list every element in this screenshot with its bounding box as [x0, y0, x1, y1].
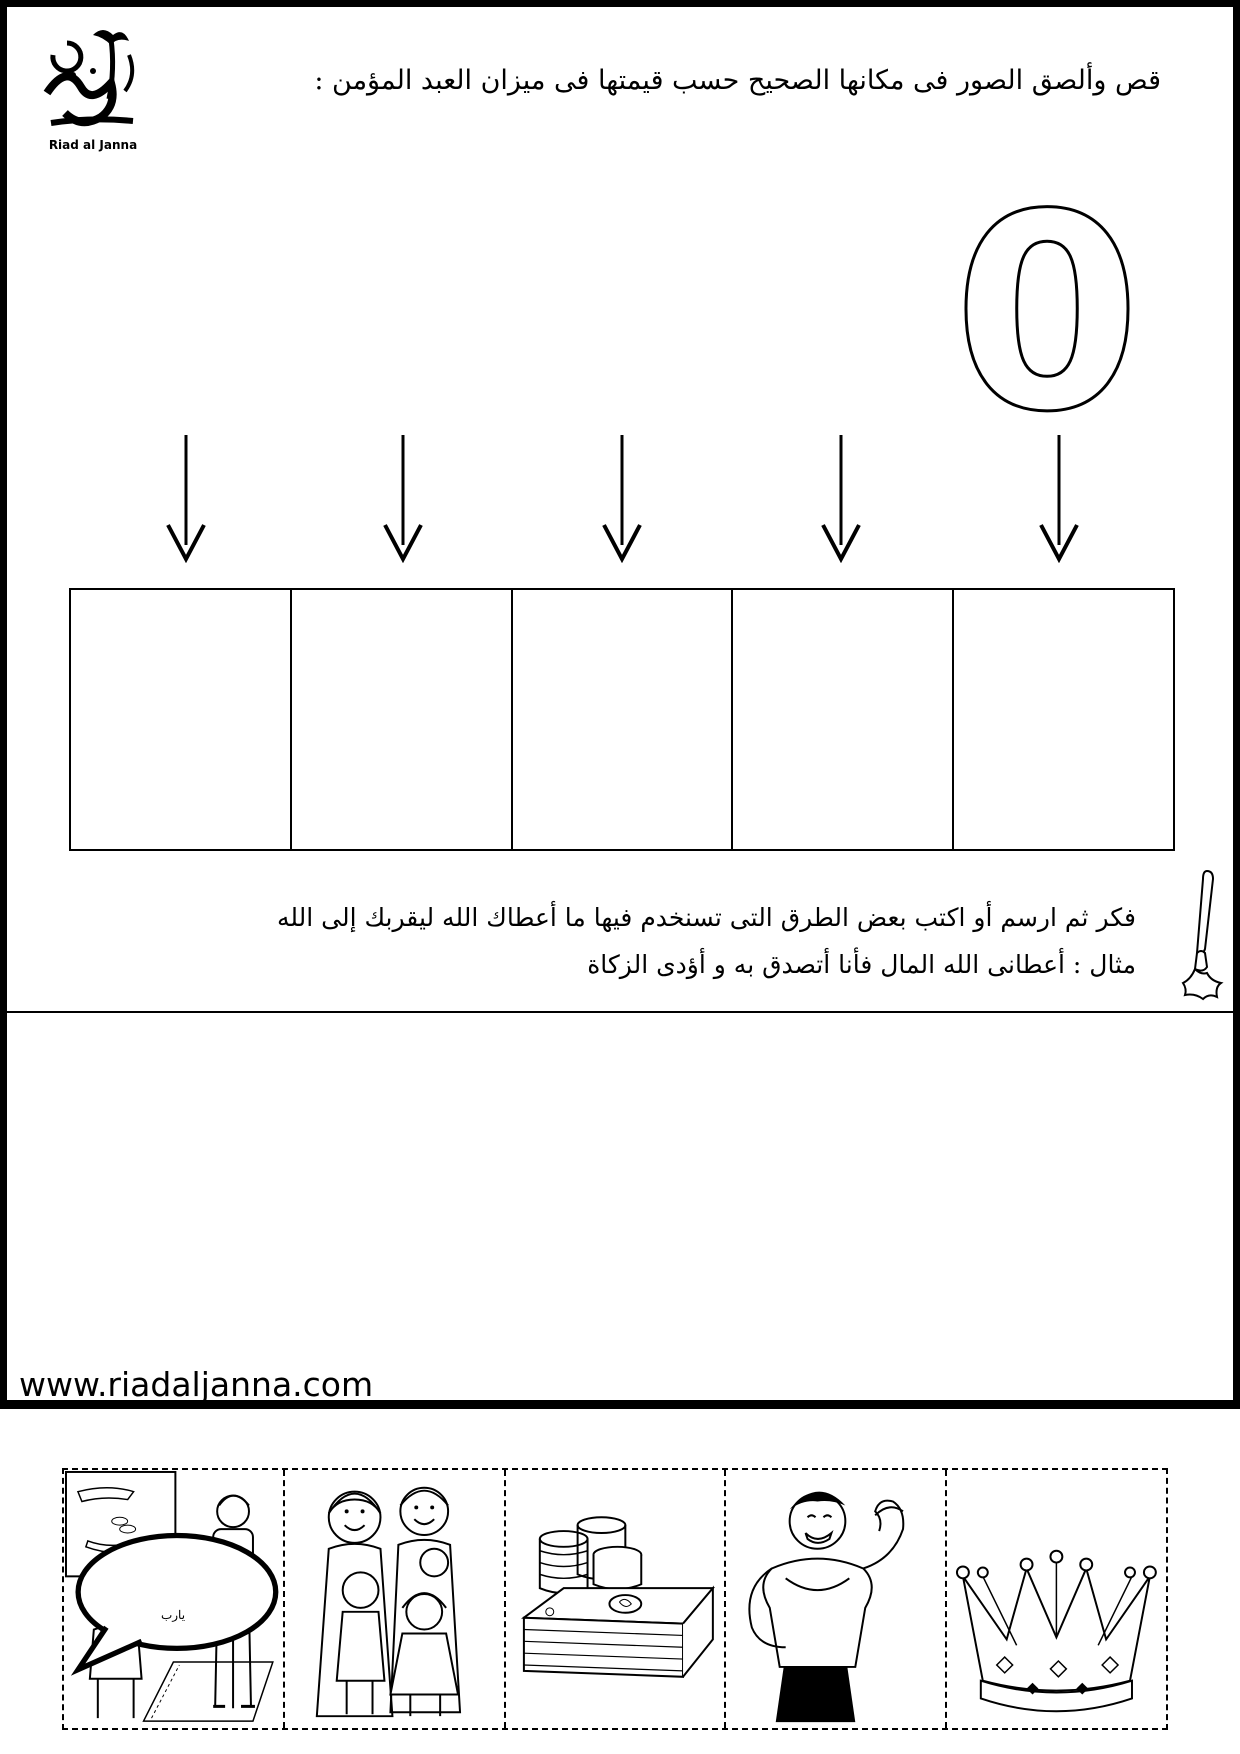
paste-box[interactable] — [71, 590, 290, 849]
speech-bubble — [64, 1470, 283, 1728]
cut-out-strip — [62, 1468, 1168, 1730]
cutout-money[interactable] — [504, 1470, 725, 1728]
instruction-text: قص وألصق الصور فى مكانها الصحيح حسب قيمتها فى ميزان العبد المؤمن : — [314, 65, 1161, 96]
big-outlined-number — [937, 179, 1157, 429]
svg-text:0: 0 — [953, 179, 1141, 429]
riad-al-janna-logo — [33, 25, 153, 155]
money-illustration — [506, 1470, 725, 1728]
family-illustration — [285, 1470, 504, 1728]
paintbrush-icon — [1177, 869, 1225, 1001]
drawing-prompt — [76, 894, 1136, 988]
strong-man-illustration — [726, 1470, 945, 1728]
cutout-praying-and-giving[interactable] — [64, 1470, 283, 1728]
prompt-line-1: فكر ثم ارسم أو اكتب بعض الطرق التى تسنخدم فيها ما أعطاك الله ليقربك إلى الله — [276, 903, 1136, 932]
website-url[interactable]: www.riadaljanna.com — [19, 1365, 374, 1404]
down-arrow-icon — [383, 435, 423, 563]
down-arrow-icon — [166, 435, 206, 563]
cutout-family[interactable] — [283, 1470, 504, 1728]
cutout-crown[interactable] — [945, 1470, 1166, 1728]
paste-box[interactable] — [511, 590, 732, 849]
prompt-line-2: مثال : أعطانى الله المال فأنا أتصدق به و أؤدى الزكاة — [587, 950, 1136, 979]
section-divider — [7, 1011, 1240, 1013]
paste-box[interactable] — [952, 590, 1173, 849]
down-arrow-icon — [1039, 435, 1079, 563]
speech-bubble-text: يارب — [160, 1608, 186, 1622]
down-arrow-icon — [602, 435, 642, 563]
paste-box[interactable] — [290, 590, 511, 849]
logo-text: Riad al Janna — [48, 138, 138, 152]
crown-illustration — [947, 1470, 1166, 1728]
down-arrow-icon — [821, 435, 861, 563]
paste-box[interactable] — [731, 590, 952, 849]
cutout-strong-man[interactable] — [724, 1470, 945, 1728]
paste-boxes — [69, 588, 1175, 851]
